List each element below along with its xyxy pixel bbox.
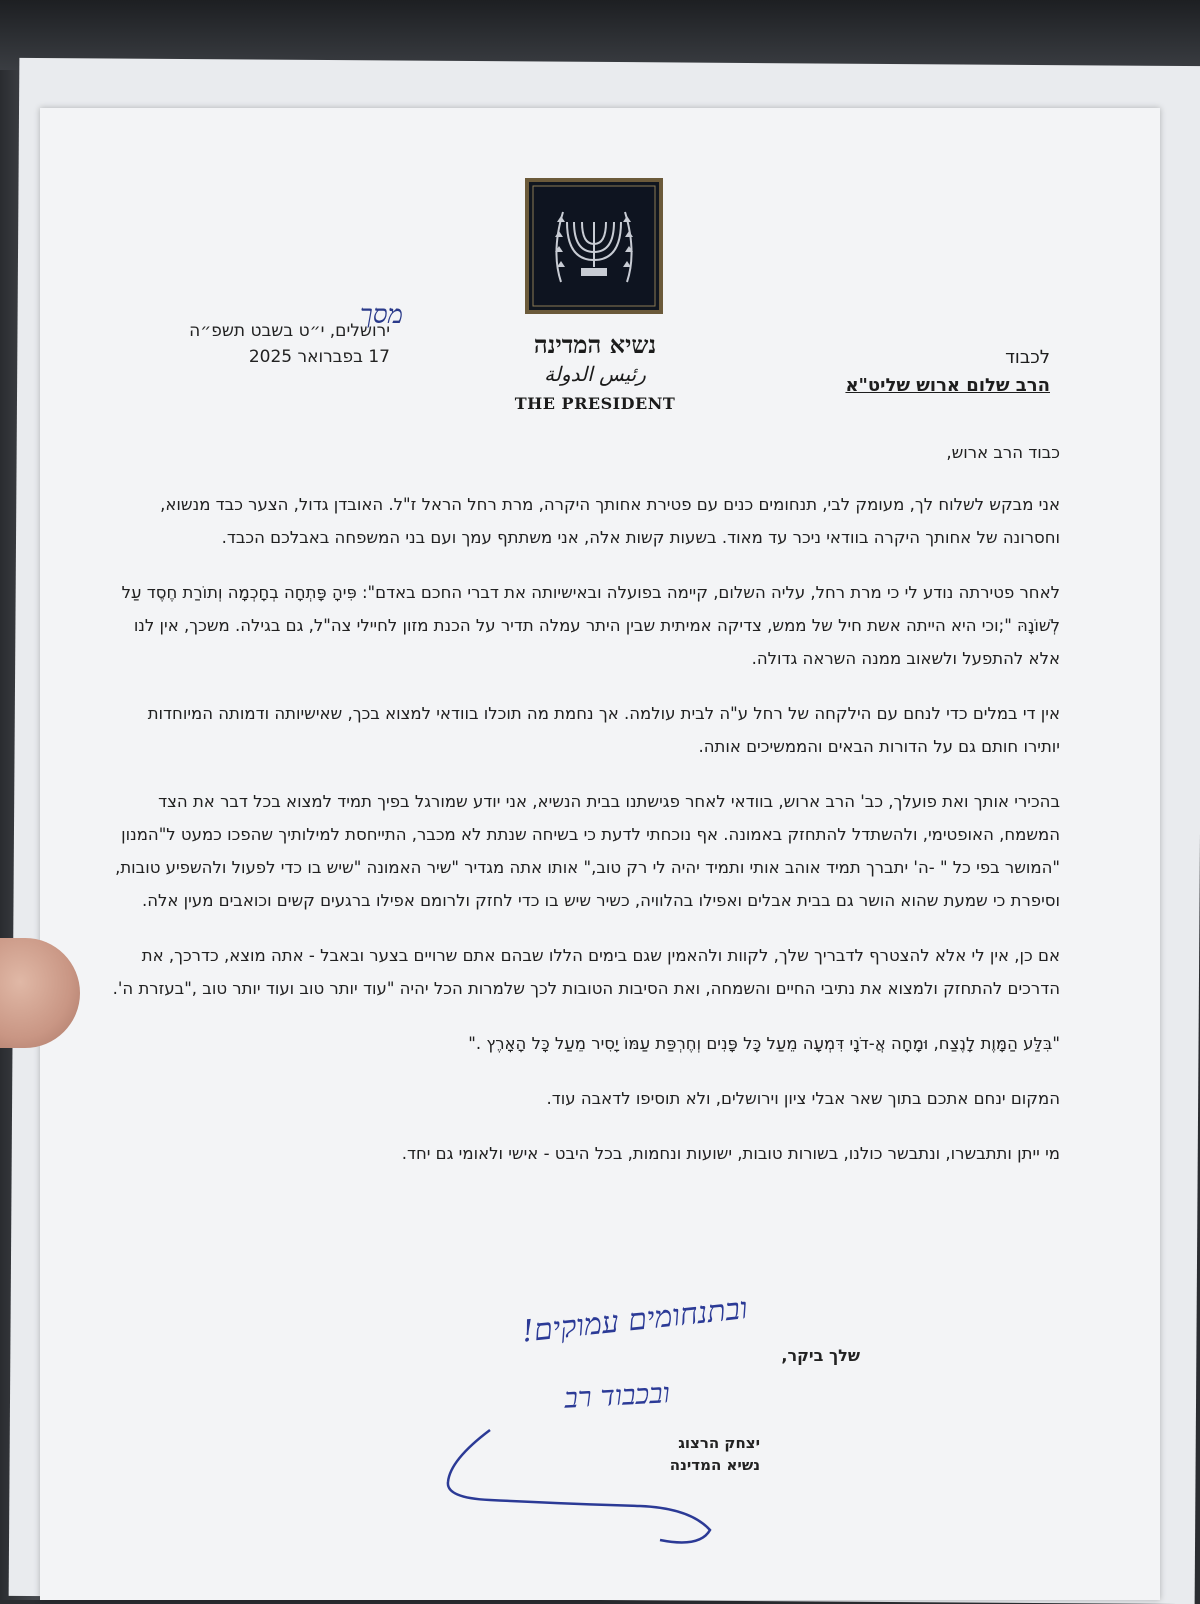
letterhead-title-arabic: رئيس الدولة — [544, 362, 646, 386]
closing-line: שלך ביקר, — [781, 1346, 860, 1365]
salutation: כבוד הרב ארוש, — [946, 443, 1060, 462]
menorah-emblem-icon — [525, 178, 663, 314]
handwritten-closing-2: ובכבוד רב — [563, 1376, 671, 1415]
paragraph-7: המקום ינחם אתכם בתוך שאר אבלי ציון וירושלים, ולא תוסיפו לדאבה עוד. — [546, 1089, 1060, 1108]
recipient-line-2: הרב שלום ארוש שליט"א — [845, 375, 1050, 396]
paragraph-1: אני מבקש לשלוח לך, מעומק לבי, תנחומים כנים עם פטירת אחותך היקרה, מרת רחל הראל ז"ל. האובדן גדול, הצער כבד מנשוא, וחסרונה של אחותך היקרה בוודאי ניכר עד מאוד. בשעות קשות אלה, אני משתתף עמך ועם בני המשפחה באבלכם הכבד. — [160, 495, 1060, 547]
signatory-title: נשיא המדינה — [669, 1456, 760, 1474]
paragraph-3: אין די במלים כדי לנחם עם הילקחה של רחל ע"ה לבית עולמה. אך נחמת מה תוכלו בוודאי למצוא בכך, שאישיותה ודמותה המיוחדות יותירו חותם גם על הדורות הבאים והממשיכים אותה. — [147, 704, 1060, 756]
recipient-block — [760, 344, 1050, 400]
letterhead-title-hebrew: נשיא המדינה — [533, 330, 657, 359]
paragraph-8: מי ייתן ותתבשרו, ונתבשר כולנו, בשורות טובות, ישועות ונחמות, בכל היבט - אישי ולאומי גם יחד. — [401, 1144, 1060, 1163]
handwritten-note: מסך — [360, 300, 403, 330]
menorah-emblem-graphic — [529, 182, 659, 310]
paragraph-2: לאחר פטירתה נודע לי כי מרת רחל, עליה השלום, קיימה בפועלה ובאישיותה את דברי החכם באדם": פִּיהָ פָּתְחָה בְחָכְמָה וְתוֹרַת חֶסֶד עַל לְשׁוֹנָהּ ";וכי היא הייתה אשת חיל של ממש, צדיקה אמיתית שבין היתר עמלה תדיר על הכנת מזון לחיילי צה"ל, גם בגילה. משכך, אין לנו אלא להתפעל ולשאוב ממנה השראה גדולה. — [121, 583, 1060, 668]
paragraph-6: "בִּלַּע הַמָּוֶת לָנֶצַח, וּמָחָה אֲ-דֹנָי דִּמְעָה מֵעַל כָּל פָּנִים וְחֶרְפַּת עַמּוֹ יָסִיר מֵעַל כָּל הָאָרֶץ ." — [468, 1034, 1060, 1053]
date-gregorian: 17 בפברואר 2025 — [248, 347, 390, 367]
recipient-line-1: לכבוד — [1005, 347, 1050, 368]
letter-body — [110, 440, 1060, 1192]
signatory-block — [500, 1432, 760, 1476]
paragraph-4: בהכירי אותך ואת פועלך, כב' הרב ארוש, בוודאי לאחר פגישתנו בבית הנשיא, אני יודע שמורגל בפיך תמיד למצוא בכל דבר את הצד המשמח, האופטימי, ולהשתדל להתחזק באמונה. אף נוכחתי לדעת כי בשיחה שנתת לא מכבר, התייחסת למילותיך שהפכו כמעט ל"המנון "המושר בפי כל " -ה' יתברך תמיד אוהב אותי ותמיד יהיה לי רק טוב," אותו אתה מגדיר "שיר האמונה "שיש בו כדי לפעול ולהשפיע טובות, וסיפרת כי שמעת שהוא הושר גם בבית אבלים ואפילו בהלוויה, כשיר שיש בו כדי לחזק ולרומם אפילו ברגעים קשים וכואבים מעין אלה. — [115, 792, 1060, 910]
date-block — [130, 318, 390, 370]
date-hebrew: ירושלים, י״ט בשבט תשפ״ה — [189, 321, 390, 341]
signatory-name: יצחק הרצוג — [678, 1434, 760, 1452]
letterhead-title-english: THE PRESIDENT — [514, 394, 676, 413]
paragraph-5: אם כן, אין לי אלא להצטרף לדבריך שלך, לקוות ולהאמין שגם בימים הללו שבהם אתם שרויים בצער ובאבל - אתה מוצא, כדרכך, את הדרכים להתחזק ולמצוא את נתיבי החיים והשמחה, ואת הסיבות הטובות לכך שלמרות הכל יהיה "עוד יותר טוב ועוד יותר טוב ,"בעזרת ה'. — [112, 946, 1060, 998]
handwritten-closing-1: ובתנחומים עמוקים! — [520, 1291, 750, 1350]
